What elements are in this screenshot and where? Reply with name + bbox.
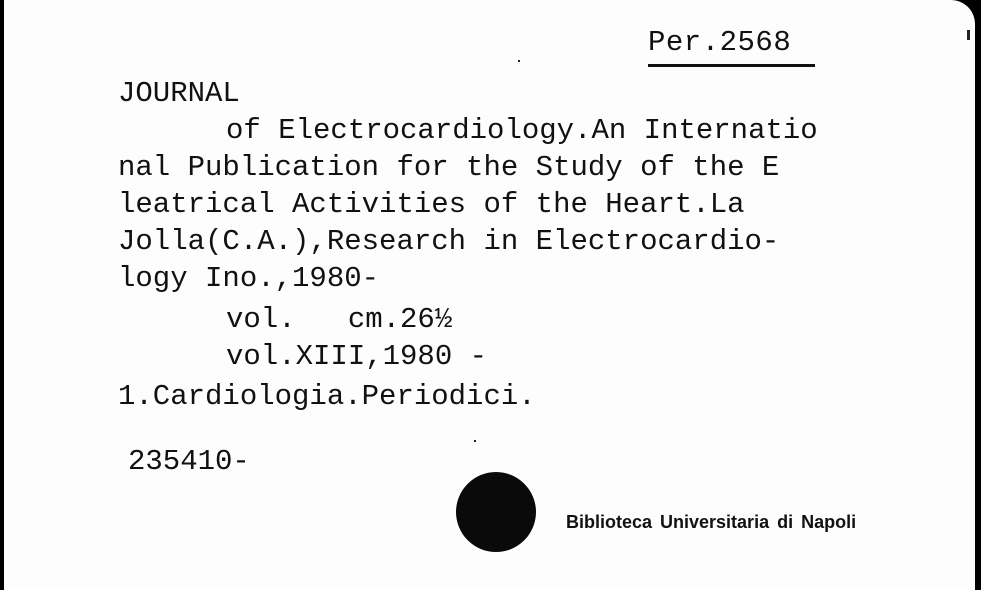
description-line-2: nal Publication for the Study of the E xyxy=(118,151,780,184)
scan-speck xyxy=(967,30,970,40)
description-line-5: logy Ino.,1980- xyxy=(118,262,380,295)
catalog-card xyxy=(4,0,975,590)
punch-hole xyxy=(456,472,536,552)
library-stamp: Biblioteca Universitaria di Napoli xyxy=(566,512,857,532)
description-line-1: of Electrocardiology.An Internatio xyxy=(226,114,818,147)
call-number-underline xyxy=(648,64,815,67)
subject-heading: 1.Cardiologia.Periodici. xyxy=(118,380,536,413)
accession-number: 235410- xyxy=(128,445,250,478)
physical-description: vol. cm.26½ xyxy=(226,303,453,336)
holdings-statement: vol.XIII,1980 - xyxy=(226,340,488,373)
call-number: Per.2568 xyxy=(648,26,792,59)
description-line-4: Jolla(C.A.),Research in Electrocardio- xyxy=(118,225,780,258)
scan-speck xyxy=(474,440,476,442)
description-line-3: leatrical Activities of the Heart.La xyxy=(118,188,745,221)
scan-speck xyxy=(518,60,520,62)
title-heading: JOURNAL xyxy=(118,77,240,110)
